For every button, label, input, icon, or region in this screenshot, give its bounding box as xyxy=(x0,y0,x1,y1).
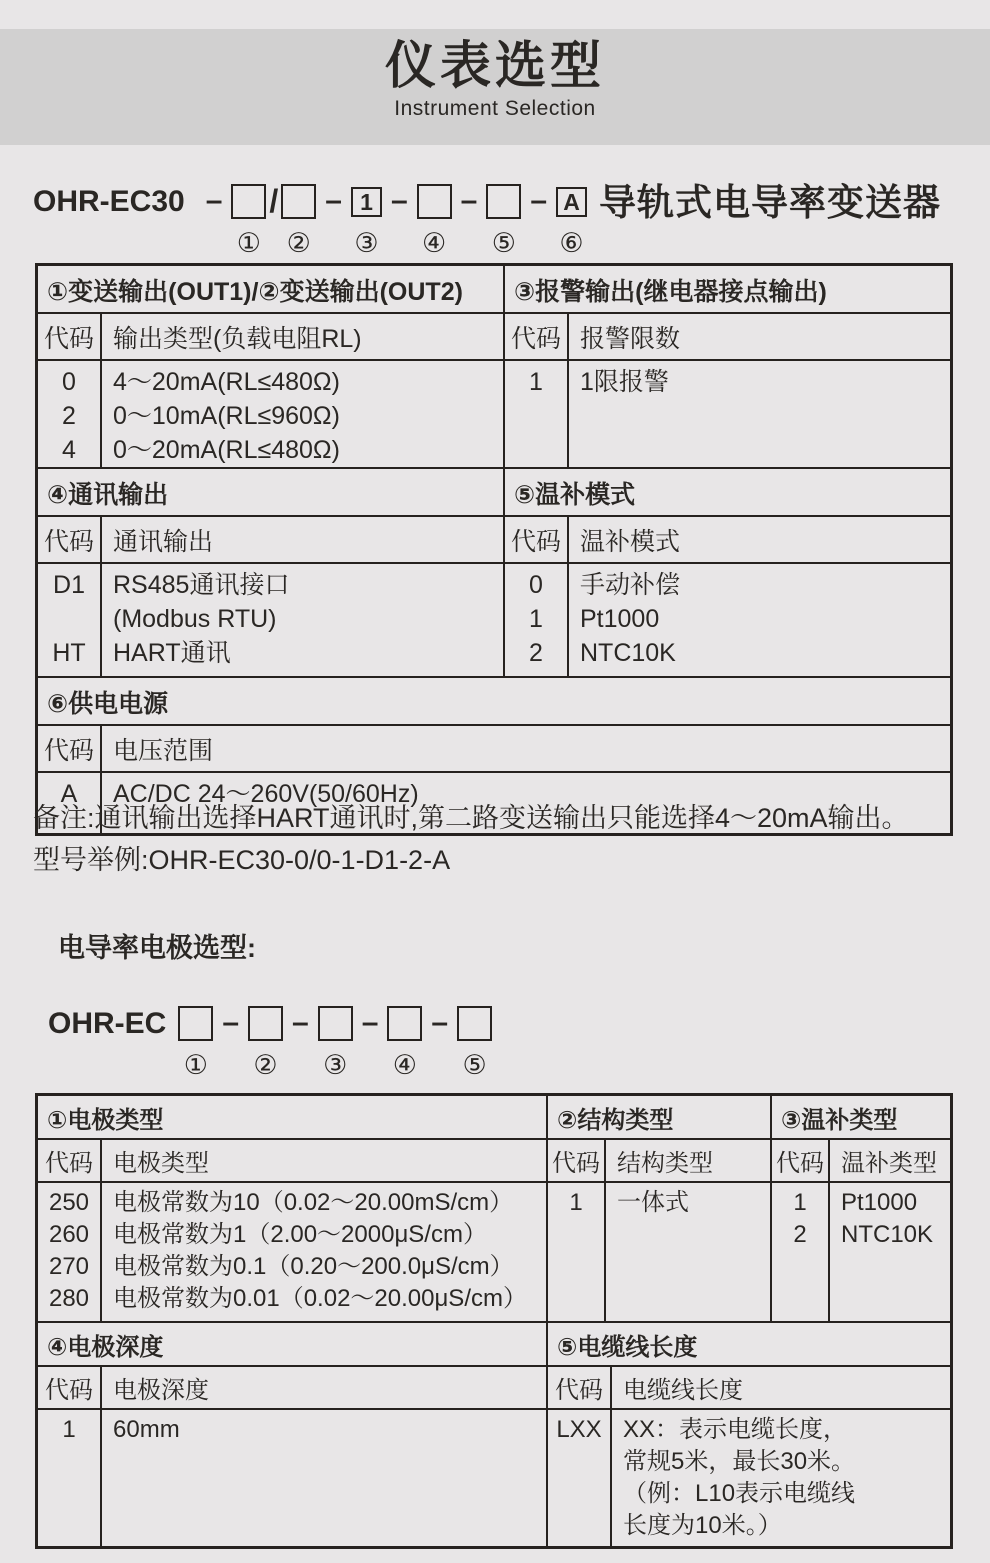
code-cell: HT xyxy=(52,639,86,667)
note-line: 备注:通讯输出选择HART通讯时,第二路变送输出只能选择4～20mA输出。 xyxy=(33,803,909,833)
section-header-row xyxy=(548,1140,770,1183)
desc-cells xyxy=(102,1183,531,1321)
col-header-desc: 通讯输出 xyxy=(113,528,214,556)
model-prefix: OHR-EC xyxy=(48,1007,167,1040)
desc-cells xyxy=(606,1183,693,1321)
desc-cell: 电极常数为10（0.02～20.00mS/cm） xyxy=(113,1189,514,1216)
desc-cells xyxy=(102,1410,184,1546)
section-structure-type xyxy=(546,1096,770,1321)
code-box-2 xyxy=(281,184,316,219)
code-cell: 2 xyxy=(793,1221,807,1248)
code-box-2 xyxy=(248,1006,283,1041)
desc-cell: XX：表示电缆长度， xyxy=(623,1416,848,1443)
desc-cell: 电极常数为1（2.00～2000μS/cm） xyxy=(113,1221,487,1248)
section-title: ①电极类型 xyxy=(38,1096,546,1140)
section-alarm-output xyxy=(503,266,950,467)
code-cell: 2 xyxy=(62,402,76,430)
code-slot-4 xyxy=(417,184,452,257)
code-box-4 xyxy=(417,184,452,219)
section-body xyxy=(38,564,503,676)
section-body xyxy=(548,1183,770,1321)
model-suffix: 导轨式电导率变送器 xyxy=(599,182,942,223)
instrument-selection-table xyxy=(35,263,953,836)
section-temp-compensation-type xyxy=(770,1096,950,1321)
col-header-code: 代码 xyxy=(548,1140,606,1181)
code-cell: 0 xyxy=(529,571,543,599)
desc-cell: 手动补偿 xyxy=(580,571,681,599)
code-cells xyxy=(548,1183,606,1321)
code-slot-1 xyxy=(231,184,266,257)
code-cell: 270 xyxy=(48,1253,90,1280)
col-header-desc: 结构类型 xyxy=(617,1150,713,1177)
section-title: ⑤电缆线长度 xyxy=(548,1323,950,1367)
dash-separator: – xyxy=(205,184,223,217)
slash-separator: / xyxy=(269,183,279,219)
dash-separator: – xyxy=(460,184,478,217)
position-number-6: ⑥ xyxy=(559,228,584,258)
section-cable-length xyxy=(546,1321,950,1546)
section-body xyxy=(38,1410,546,1546)
desc-cells xyxy=(102,564,293,676)
dash-separator: – xyxy=(530,184,548,217)
section-title: ④电极深度 xyxy=(38,1323,546,1367)
col-header-code: 代码 xyxy=(505,517,569,562)
section-header-row xyxy=(505,517,950,564)
dash-separator: – xyxy=(390,184,408,217)
code-slot-1 xyxy=(178,1006,213,1079)
section-body xyxy=(548,1410,950,1546)
col-header-code: 代码 xyxy=(38,517,102,562)
code-cell xyxy=(548,1478,610,1510)
desc-cell: (Modbus RTU) xyxy=(113,605,277,633)
electrode-selection-table xyxy=(35,1093,953,1549)
notes-block xyxy=(33,797,963,881)
model-example-line: 型号举例:OHR-EC30-0/0-1-D1-2-A xyxy=(33,845,451,875)
dash-separator: – xyxy=(222,1006,240,1039)
col-header-desc: 报警限数 xyxy=(580,325,681,353)
desc-cell: 一体式 xyxy=(617,1189,689,1216)
desc-cell: 常规5米，最长30米。 xyxy=(623,1448,856,1475)
position-number-1: ① xyxy=(236,228,261,258)
code-cell: 1 xyxy=(62,1416,76,1443)
dash-separator: – xyxy=(431,1006,449,1039)
code-slot-3 xyxy=(351,184,382,257)
transmitter-model-code-diagram xyxy=(33,184,941,257)
code-cell: A xyxy=(60,780,78,808)
desc-cell: AC/DC 24～260V(50/60Hz) xyxy=(113,780,419,808)
code-cell: 0 xyxy=(62,368,76,396)
col-header-code: 代码 xyxy=(548,1367,612,1408)
section-communication-output xyxy=(38,467,503,676)
section-header-row xyxy=(38,1367,546,1410)
desc-cell: 60mm xyxy=(113,1416,180,1443)
code-cell: 1 xyxy=(529,368,543,396)
desc-cell: NTC10K xyxy=(841,1221,934,1248)
desc-cells xyxy=(612,1410,859,1546)
position-number-4: ④ xyxy=(422,228,447,258)
code-box-5 xyxy=(486,184,521,219)
col-header-code: 代码 xyxy=(38,1367,102,1408)
section-title: ④通讯输出 xyxy=(38,469,503,517)
section-title: ③报警输出(继电器接点输出) xyxy=(505,266,950,314)
section-header-row xyxy=(38,1140,546,1183)
code-box-4 xyxy=(387,1006,422,1041)
desc-cell: 4～20mA(RL≤480Ω) xyxy=(113,368,340,396)
code-cell: 1 xyxy=(793,1189,807,1216)
code-cell: 1 xyxy=(529,605,543,633)
code-cells xyxy=(548,1410,612,1546)
col-header-desc: 电极深度 xyxy=(113,1377,209,1404)
col-header-desc: 输出类型(负载电阻RL) xyxy=(113,325,362,353)
code-box-6: A xyxy=(556,187,587,217)
section-title: ⑥供电电源 xyxy=(38,678,950,726)
desc-cell: NTC10K xyxy=(580,639,676,667)
section-body xyxy=(772,1183,950,1321)
position-number-3: ③ xyxy=(323,1050,348,1080)
col-header-code: 代码 xyxy=(38,314,102,359)
code-box-1 xyxy=(178,1006,213,1041)
desc-cells xyxy=(569,361,673,467)
col-header-desc: 电缆线长度 xyxy=(623,1377,743,1404)
code-cells xyxy=(772,1183,830,1321)
code-cell: 1 xyxy=(569,1189,583,1216)
electrode-model-code-diagram xyxy=(48,1006,492,1079)
position-number-2: ② xyxy=(286,228,311,258)
section-electrode-depth xyxy=(38,1321,546,1546)
desc-cell: 0～20mA(RL≤480Ω) xyxy=(113,436,340,464)
code-slot-6 xyxy=(556,184,587,257)
section-title: ③温补类型 xyxy=(772,1096,950,1140)
code-box-3 xyxy=(318,1006,353,1041)
code-cells xyxy=(38,564,102,676)
section-body xyxy=(505,564,950,676)
code-slot-4 xyxy=(387,1006,422,1079)
section-body xyxy=(505,361,950,467)
section-title: ⑤温补模式 xyxy=(505,469,950,517)
model-prefix: OHR-EC30 xyxy=(33,185,185,218)
desc-cell: HART通讯 xyxy=(113,639,231,667)
section-header-row xyxy=(548,1367,950,1410)
section-header-row xyxy=(772,1140,950,1183)
section-header-row xyxy=(38,726,950,773)
code-slot-2 xyxy=(281,184,316,257)
dash-separator: – xyxy=(361,1006,379,1039)
code-cell: 4 xyxy=(62,436,76,464)
section-header-row xyxy=(38,517,503,564)
desc-cell: 电极常数为0.01（0.02～20.00μS/cm） xyxy=(113,1285,527,1312)
desc-cells xyxy=(830,1183,937,1321)
col-header-desc: 电极类型 xyxy=(113,1150,209,1177)
code-slot-5 xyxy=(486,184,521,257)
col-header-desc: 温补类型 xyxy=(841,1150,937,1177)
position-number-4: ④ xyxy=(392,1050,418,1080)
col-header-code: 代码 xyxy=(38,726,102,771)
code-cell xyxy=(38,602,100,636)
page-subtitle: Instrument Selection xyxy=(394,97,596,120)
col-header-desc: 电压范围 xyxy=(113,737,214,765)
code-cells xyxy=(505,564,569,676)
position-number-5: ⑤ xyxy=(491,228,516,258)
code-slot-3 xyxy=(318,1006,353,1079)
desc-cell: RS485通讯接口 xyxy=(113,571,290,599)
desc-cell: Pt1000 xyxy=(580,605,660,633)
col-header-code: 代码 xyxy=(505,314,569,359)
code-box-5 xyxy=(457,1006,492,1041)
code-cells xyxy=(505,361,569,467)
page-header-banner xyxy=(0,29,990,145)
code-slot-2 xyxy=(248,1006,283,1079)
section-body xyxy=(38,361,503,467)
section-header-row xyxy=(505,314,950,361)
desc-cell: Pt1000 xyxy=(841,1189,918,1216)
code-cells xyxy=(38,361,102,467)
code-cell xyxy=(548,1446,610,1478)
desc-cells xyxy=(569,564,684,676)
code-slot-5 xyxy=(457,1006,492,1079)
code-cell: LXX xyxy=(556,1416,602,1443)
desc-cells xyxy=(102,361,344,467)
section-temp-compensation-mode xyxy=(503,467,950,676)
code-cell xyxy=(548,1510,610,1542)
section-transmit-output xyxy=(38,266,503,467)
code-box-3: 1 xyxy=(351,187,382,217)
section-title: ①变送输出(OUT1)/②变送输出(OUT2) xyxy=(38,266,503,314)
section-electrode-type xyxy=(38,1096,546,1321)
section-body xyxy=(38,1183,546,1321)
position-number-2: ② xyxy=(253,1050,278,1080)
code-cell: 250 xyxy=(48,1189,90,1216)
desc-cell: 电极常数为0.1（0.20～200.0μS/cm） xyxy=(113,1253,514,1280)
col-header-code: 代码 xyxy=(772,1140,830,1181)
desc-cell: 长度为10米。） xyxy=(623,1512,782,1539)
position-number-3: ③ xyxy=(354,228,379,258)
col-header-code: 代码 xyxy=(38,1140,102,1181)
code-cells xyxy=(38,1410,102,1546)
desc-cell: 0～10mA(RL≤960Ω) xyxy=(113,402,340,430)
electrode-selection-heading: 电导率电极选型: xyxy=(58,933,256,963)
col-header-desc: 温补模式 xyxy=(580,528,681,556)
desc-cell: （例：L10表示电缆线 xyxy=(623,1480,856,1507)
section-title: ②结构类型 xyxy=(548,1096,770,1140)
code-cell: 2 xyxy=(529,639,543,667)
code-cell: 260 xyxy=(48,1221,90,1248)
code-cells xyxy=(38,1183,102,1321)
code-cell: D1 xyxy=(53,571,85,599)
code-cell: 280 xyxy=(48,1285,90,1312)
page-title: 仪表选型 xyxy=(384,37,605,94)
dash-separator: – xyxy=(292,1006,309,1039)
code-box-1 xyxy=(231,184,266,219)
position-number-5: ⑤ xyxy=(462,1050,487,1080)
dash-separator: – xyxy=(325,184,342,217)
desc-cell: 1限报警 xyxy=(580,368,669,396)
section-header-row xyxy=(38,314,503,361)
position-number-1: ① xyxy=(183,1050,208,1080)
